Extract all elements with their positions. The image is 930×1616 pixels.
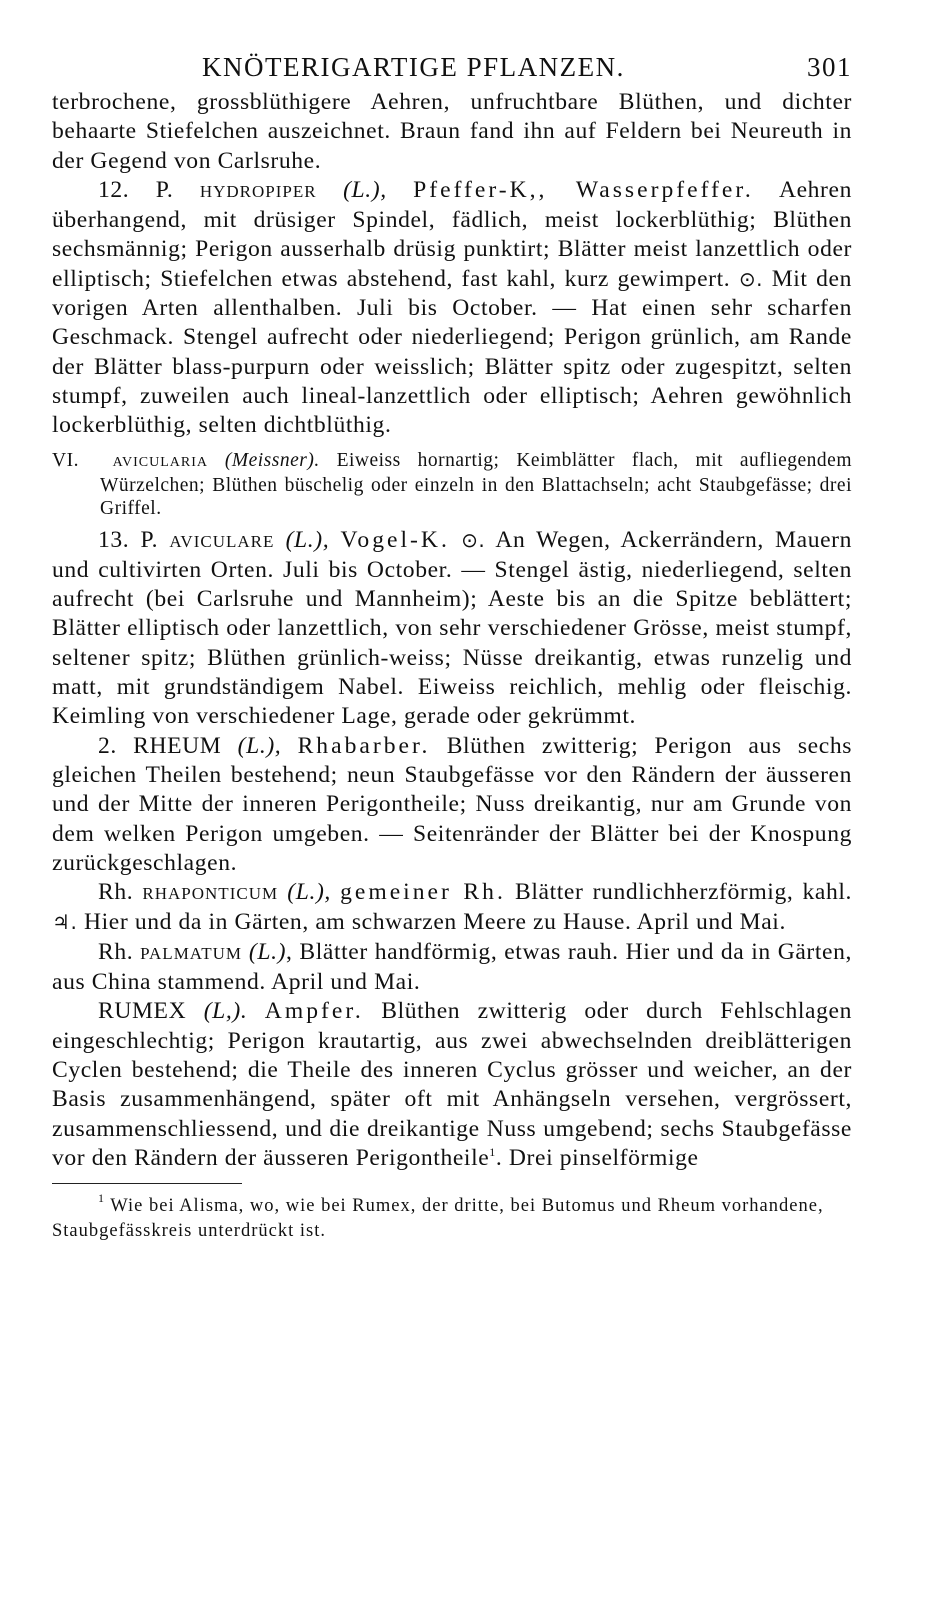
author: (L,). — [203, 998, 248, 1025]
entry-rheum — [52, 732, 852, 878]
common-name: Rhabarber. — [297, 732, 431, 759]
genus-name: RUMEX — [98, 998, 187, 1025]
description-end: . Drei pinselförmige — [495, 1144, 699, 1171]
entry-aviculare — [52, 526, 852, 732]
author: (L.), — [285, 526, 330, 553]
genus-name: RHEUM — [133, 732, 222, 759]
description-continued: Hier und da in Gärten, am schwarzen Meere zu Hause. April und Mai. — [84, 909, 786, 936]
body-text — [52, 88, 852, 1173]
paragraph-intro: terbrochene, grossblüthigere Aehren, unfruchtbare Blüthen, und dichter behaarte Stiefelchen auszeichnet. Braun fand ihn auf Feldern bei Neureuth in der Gegend von Carlsruhe. — [52, 89, 852, 174]
footnote — [52, 1191, 852, 1244]
author: (Meissner). — [224, 449, 320, 471]
author: (L.) — [248, 938, 287, 965]
footnote-reference: 1 — [489, 1144, 496, 1159]
description: Blüthen zwitterig; Perigon aus sechs gleichen Theilen bestehend; neun Staubgefässe vor den Rändern der äusseren und der Mitte der inneren Perigontheile; Nuss dreikantig, nur am Grunde von dem welken Perigon umgeben. — Seitenränder der Blätter bei der Knospung zurückgeschlagen. — [52, 732, 853, 876]
entry-rhaponticum — [52, 878, 852, 938]
common-name: gemeiner Rh. — [340, 879, 506, 906]
footnote-separator — [52, 1183, 242, 1184]
genus-abbrev: Rh. — [98, 938, 134, 965]
entry-palmatum — [52, 938, 852, 998]
species-name: AVICULARE — [169, 531, 275, 551]
author: (L.), — [237, 732, 282, 759]
section-number: VI. — [52, 449, 79, 471]
footnote-text: Wie bei Alisma, wo, wie bei Rumex, der dritte, bei Butomus und Rheum vorhandene, Staubgefässkreis unterdrückt ist. — [52, 1196, 824, 1242]
description: Aehren überhangend, mit drüsiger Spindel, fädlich, meist lockerblüthig; Blüthen sechsmännig; Perigon ausserhalb drüsig punktirt; Blätter meist lanzettlich oder elliptisch; Stiefelchen etwas abstehend, fast kahl, kurz gewimpert. — [52, 176, 852, 292]
genus-abbrev: Rh. — [98, 879, 134, 906]
description: Blätter rundlichherzförmig, kahl. — [515, 879, 853, 906]
common-name: Vogel-K. — [340, 526, 450, 553]
page — [52, 48, 852, 1244]
common-name: Pfeffer-K,, Wasserpfeffer. — [413, 176, 754, 203]
entry-number: 12. P. — [98, 176, 174, 203]
author: (L.), — [287, 879, 331, 906]
species-name: PALMATUM — [140, 943, 242, 963]
species-name: HYDROPIPER — [199, 181, 317, 201]
page-number: 301 — [807, 52, 852, 82]
section-description: Eiweiss hornartig; Keimblätter flach, mit aufliegendem Würzelchen; Blüthen büschelig oder einzeln in den Blattachseln; acht Staubgefässe; drei Griffel. — [100, 449, 853, 519]
description-continued: Mit den vorigen Arten allenthalben. Juli bis October. — Hat einen sehr scharfen Geschmack. Stengel aufrecht oder niederliegend; Perigon grünlich, am Rande der Blätter blass-purpurn oder weisslich; Blätter spitz oder zugespitzt, selten stumpf, zuweilen auch lineal-lanzettlich oder elliptisch; Aehren gewöhnlich lockerblüthig, selten dichtblüthig. — [52, 265, 852, 439]
description: , Blätter handförmig, etwas rauh. Hier und da in Gärten, aus China stammend. April und Mai. — [52, 938, 853, 996]
section-name: AVICULARIA — [112, 454, 208, 470]
entry-number: 13. P. — [98, 526, 159, 553]
running-title: KNÖTERIGARTIGE PFLANZEN. — [202, 52, 625, 82]
description: An Wegen, Ackerrändern, Mauern und cultivirten Orten. Juli bis October. — Stengel ästig, niederliegend, selten aufrecht (bei Carlsruhe und Mannheim); Aeste bis an die Spitze beblättert; Blätter elliptisch oder lanzettlich, von sehr verschiedener Grösse, meist stumpf, seltener spitz; Blüthen grünlich-weiss; Nüsse dreikantig, etwas runzelig und matt, mit grundständigem Nabel. Eiweiss reichlich, mehlig oder fleischig. Keimling von verschiedener Lage, gerade oder gekrümmt. — [52, 526, 853, 730]
species-name: RHAPONTICUM — [142, 884, 279, 904]
entry-hydropiper — [52, 176, 852, 441]
running-header — [52, 48, 852, 88]
annual-symbol-icon: ⊙. — [461, 527, 486, 552]
common-name: Ampfer. — [264, 998, 364, 1025]
entry-rumex — [52, 997, 852, 1173]
annual-symbol-icon: ⊙. — [738, 266, 764, 291]
footnote-marker: 1 — [98, 1191, 105, 1206]
section-avicularia — [52, 449, 852, 520]
genus-number: 2. — [98, 732, 117, 759]
perennial-symbol-icon: ♃. — [52, 910, 78, 935]
author: (L.), — [343, 176, 387, 203]
description: Blüthen zwitterig oder durch Fehlschlagen eingeschlechtig; Perigon krautartig, aus zwei abwechselnden dreiblätterigen Cyclen bestehend; die Theile des inneren Cyclus grösser und weicher, an der Basis zusammenhängend, später oft mit Anhängseln versehen, vergrössert, zusammenschliessend, und die dreikantige Nuss umgebend; sechs Staubgefässe vor den Rändern der äusseren Perigontheile — [52, 998, 852, 1171]
